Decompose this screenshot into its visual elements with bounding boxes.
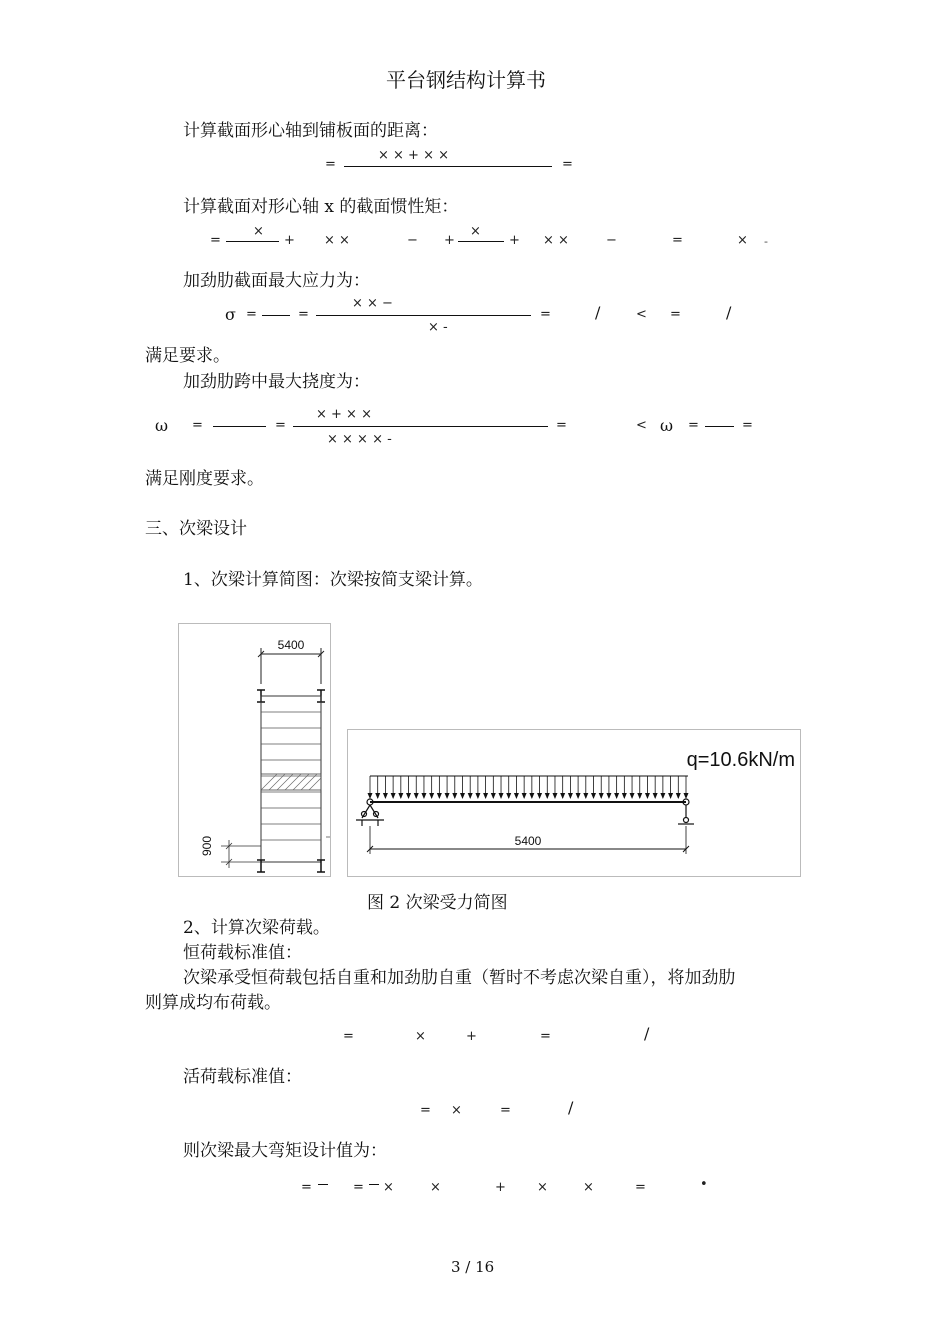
figure-plan-view — [178, 623, 331, 877]
paragraph-calc-load: 2、计算次梁荷载。 — [183, 918, 330, 938]
fraction-bar — [213, 426, 266, 427]
load-arrow-head — [583, 793, 588, 799]
load-arrow-head — [599, 793, 604, 799]
load-arrow-head — [383, 793, 388, 799]
load-arrow-head — [660, 793, 665, 799]
load-arrow-head — [414, 793, 419, 799]
fraction-bar — [226, 241, 279, 242]
load-arrow-head — [421, 793, 426, 799]
fraction-bar — [293, 426, 548, 427]
load-arrow-head — [576, 793, 581, 799]
load-arrow-head — [630, 793, 635, 799]
fraction-bar — [344, 166, 552, 167]
paragraph-max-moment: 则次梁最大弯矩设计值为： — [183, 1141, 387, 1161]
fraction-bar — [458, 241, 504, 242]
load-arrow-head — [591, 793, 596, 799]
beam-load-drawing — [348, 730, 800, 876]
fraction-bar — [318, 1184, 328, 1185]
paragraph-dead-load-desc-cont: 则算成均布荷载。 — [145, 993, 281, 1013]
load-label: q=10.6kN/m — [686, 749, 795, 771]
load-arrow-head — [475, 793, 480, 799]
page-number: 3 / 16 — [451, 1258, 495, 1276]
load-arrow-head — [614, 793, 619, 799]
section-heading: 三、次梁设计 — [145, 519, 247, 539]
span-label: 5400 — [514, 834, 542, 848]
fraction-bar — [705, 426, 734, 427]
load-arrow-head — [545, 793, 550, 799]
load-arrow-head — [445, 793, 450, 799]
load-arrow-head — [522, 793, 527, 799]
paragraph-calc-diagram: 1、次梁计算简图：次梁按简支梁计算。 — [183, 570, 483, 590]
load-arrow-head — [622, 793, 627, 799]
load-arrow-head — [645, 793, 650, 799]
paragraph-moment-of-inertia: 计算截面对形心轴 x 的截面惯性矩： — [183, 197, 459, 217]
load-arrow-head — [653, 793, 658, 799]
figure-caption: 图 2 次梁受力简图 — [367, 893, 508, 913]
plan-view-drawing — [179, 624, 330, 876]
load-arrow-head — [552, 793, 557, 799]
paragraph-satisfied: 满足要求。 — [145, 346, 230, 366]
load-arrow-head — [398, 793, 403, 799]
pin-support-left — [356, 799, 384, 826]
load-arrow-head — [406, 793, 411, 799]
paragraph-stiffness-satisfied: 满足刚度要求。 — [145, 469, 264, 489]
page-title: 平台钢结构计算书 — [386, 68, 546, 92]
load-arrow-head — [429, 793, 434, 799]
load-arrow-head — [514, 793, 519, 799]
load-arrow-head — [668, 793, 673, 799]
figure-beam-diagram — [347, 729, 801, 877]
paragraph-live-load: 活荷载标准值： — [183, 1067, 302, 1087]
load-arrows — [368, 776, 689, 799]
load-arrow-head — [391, 793, 396, 799]
load-arrow-head — [529, 793, 534, 799]
load-arrow-head — [460, 793, 465, 799]
load-arrow-head — [375, 793, 380, 799]
load-arrow-head — [506, 793, 511, 799]
load-arrow-head — [560, 793, 565, 799]
paragraph-max-stress: 加劲肋截面最大应力为： — [183, 271, 370, 291]
plan-dimension-top: 5400 — [277, 638, 305, 652]
load-arrow-head — [368, 793, 373, 799]
paragraph-max-deflection: 加劲肋跨中最大挠度为： — [183, 372, 370, 392]
load-arrow-head — [437, 793, 442, 799]
paragraph-dead-load: 恒荷载标准值： — [183, 943, 302, 963]
load-arrow-head — [452, 793, 457, 799]
load-arrow-head — [637, 793, 642, 799]
fraction-bar — [316, 315, 531, 316]
load-arrow-head — [537, 793, 542, 799]
paragraph-centroid-distance: 计算截面形心轴到铺板面的距离： — [183, 121, 438, 141]
load-arrow-head — [468, 793, 473, 799]
load-arrow-head — [499, 793, 504, 799]
fraction-bar — [369, 1184, 379, 1185]
plan-dimension-side: 900 — [200, 835, 214, 856]
load-arrow-head — [684, 793, 689, 799]
load-arrow-head — [568, 793, 573, 799]
load-arrow-head — [483, 793, 488, 799]
load-arrow-head — [491, 793, 496, 799]
load-arrow-head — [676, 793, 681, 799]
load-arrow-head — [606, 793, 611, 799]
fraction-bar — [262, 315, 290, 316]
paragraph-dead-load-desc: 次梁承受恒荷载包括自重和加劲肋自重（暂时不考虑次梁自重），将加劲肋 — [183, 968, 736, 988]
